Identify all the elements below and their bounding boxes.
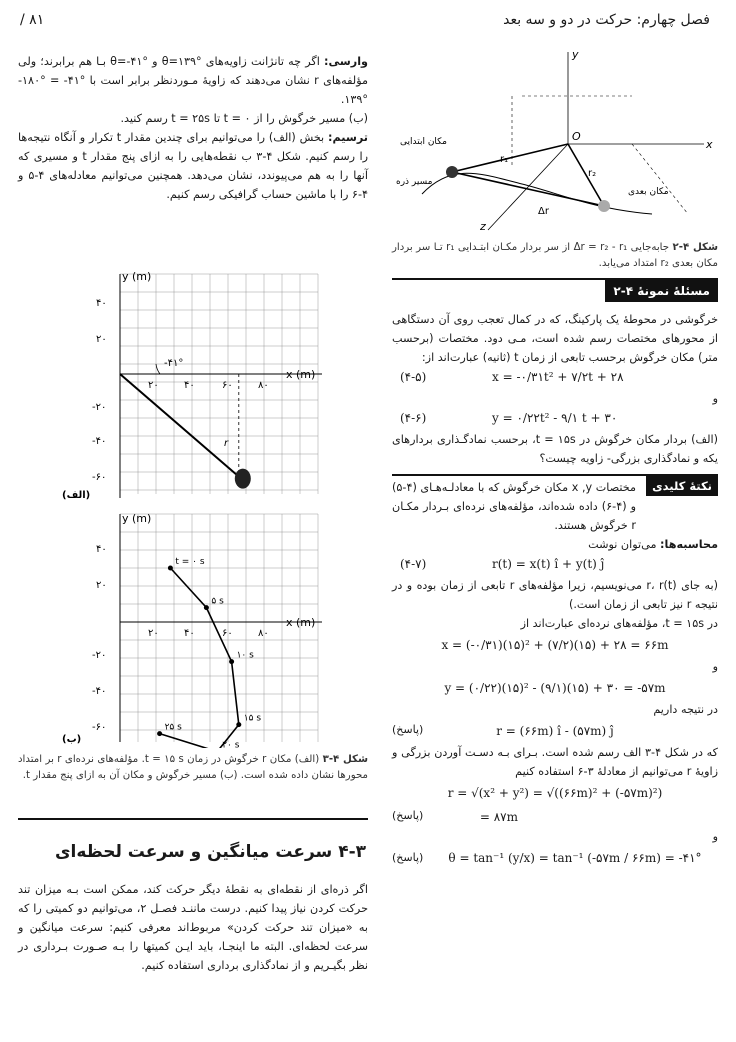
check-text: اگر چه تانژانت زاویه‌های °۱۳۹=θ و °۴۱-=θ بـا هم برابرند؛ ولی مؤلفه‌های r نشان می‌دهند که زاویهٔ مـوردنظر برابر است با °۴۱- = °۱۸۰- °۱۳۹. xyxy=(18,55,368,106)
x-tick: ۸۰ xyxy=(258,380,269,391)
magnitude-result-row xyxy=(392,805,718,827)
problem-text: خرگوشی در محوطهٔ یک پارکینگ، که در کمال تعجب روی آن دستگاهی از محورهای مختصات رسم شده است، مـی دود. مختصات (برحسب متر) مکان خرگوش برحسب تابعی از زمان t (ثانیه) عبارت‌اند از: xyxy=(392,313,718,364)
section-text-block xyxy=(18,880,368,975)
problem-question: (الف) بردار مکان خرگوش در t = ۱۵s، برحسب نمادگـذاری بردارهای یکه و نمادگذاری بزرگی- زاویه چیست؟ xyxy=(392,433,718,465)
y-tick: -۴۰ xyxy=(92,686,107,697)
key-idea-text: مختصات x ,y مکان خرگوش که با معادلـه‌هـای (۴-۵) و (۴-۶) داده شده‌اند، مؤلفه‌های نرده‌ای بـردار مکـان r خرگوش هستند. xyxy=(392,481,636,532)
fig3-caption xyxy=(18,752,368,784)
calc-lead: محاسبه‌ها: xyxy=(660,538,718,551)
answer-tag: (پاسخ) xyxy=(392,723,424,736)
y-calc: y = (۰/۲۲)(۱۵)² - (۹/۱)(۱۵) + ۳۰ = -۵۷m xyxy=(444,681,666,695)
y-tick: ۲۰ xyxy=(96,580,107,591)
draw-paragraph xyxy=(18,128,368,204)
initial-particle xyxy=(446,166,458,178)
x-tick: ۸۰ xyxy=(258,628,269,639)
fig2-caption-lead: شکل ۴-۲ xyxy=(672,242,718,253)
graph-a xyxy=(60,268,360,504)
section-divider xyxy=(18,818,368,820)
fig3-caption-lead: شکل ۴-۳ xyxy=(322,754,368,765)
trajectory-point xyxy=(168,566,173,571)
key-idea-banner xyxy=(392,474,718,498)
y-label: y xyxy=(572,48,579,61)
x-tick: ۲۰ xyxy=(148,380,159,391)
r2-label: r₂ xyxy=(588,168,597,179)
calc-line xyxy=(392,535,718,554)
y-tick: ۴۰ xyxy=(96,298,107,309)
point-label: ۲۵ s xyxy=(164,722,182,733)
final-position-label: مکان بعدی xyxy=(628,187,669,197)
result-intro: در نتیجه داریم xyxy=(653,703,718,716)
and-text: و xyxy=(712,830,718,843)
page-number: ۸۱ / xyxy=(20,12,45,28)
r2-vector xyxy=(568,144,604,206)
point-label: ۲۰ s xyxy=(222,740,240,748)
x-tick: ۴۰ xyxy=(184,380,195,391)
magnitude-intro: که در شکل ۴-۳ الف رسم شده است. بـرای بـه دسـت آوردن بزرگی و زاویهٔ r می‌توانیم از معادلهٔ ۳-۶ استفاده کنیم xyxy=(392,746,718,778)
page-header xyxy=(20,10,710,36)
check-paragraph xyxy=(18,52,368,109)
x-label: x xyxy=(706,138,713,151)
section-text: اگر ذره‌ای از نقطه‌ای به نقطهٔ دیگر حرکت کند، ممکن است بـه میزان تند حرکت کردن نیاز پیدا کنیم. درست ماننـد فصـل ۲، می‌توانیم دو کمیتی را که به «میزان تند حرکت کردن» مربوط‌اند معرفی کنیم: سرعت میانگین و سرعت لحظه‌ای. البته ما اینجـا، باید ایـن کمیتها را بـه صـورت بـرداری در نظر بگیـریم و از نمادگذاری برداری استفاده کنیم. xyxy=(18,883,368,972)
y-tick: -۶۰ xyxy=(92,472,107,483)
y-tick: -۴۰ xyxy=(92,436,107,447)
x-tick: ۴۰ xyxy=(184,628,195,639)
rabbit-icon xyxy=(235,469,251,489)
eq7-body: r(t) = x(t) î + y(t) ĵ xyxy=(492,557,605,571)
theta-eq: θ = tan⁻¹ (y/x) = tan⁻¹ (-۵۷m / ۶۶m) = -۴۱° xyxy=(448,851,702,865)
fig3-caption-text: (الف) مکان r خرگوش در زمان t = ۱۵ s. مؤلفه‌های نرده‌ای r بر امتداد محورها نشان داده شده است. (ب) مسیر خرگوش و مکان آن به ازای پنج مقدار t. xyxy=(18,754,368,781)
draw-lead: ترسیم: xyxy=(328,131,368,144)
angle-arc xyxy=(156,364,160,374)
delta-r-label: Δr xyxy=(538,206,549,217)
y-tick: -۲۰ xyxy=(92,650,107,661)
magnitude-result: = ۸۷m xyxy=(479,810,518,824)
x-tick-labels xyxy=(148,380,269,391)
eq6-number: (۴-۶) xyxy=(400,411,427,425)
initial-position-label: مکان ابتدایی xyxy=(400,137,447,147)
r-result: r = (۶۶m) î - (۵۷m) ĵ xyxy=(496,724,614,738)
r-result-row xyxy=(392,719,718,743)
equation-4-5 xyxy=(392,367,718,389)
and-text: و xyxy=(712,660,718,673)
x-calc: x = (-۰/۳۱)(۱۵)² + (۷/۲)(۱۵) + ۲۸ = ۶۶m xyxy=(441,638,669,652)
final-particle xyxy=(598,200,610,212)
y-tick: ۲۰ xyxy=(96,334,107,345)
x-tick-labels xyxy=(148,628,269,639)
y-tick: ۴۰ xyxy=(96,544,107,555)
fig2-caption xyxy=(392,240,718,272)
y-tick-labels xyxy=(92,298,107,483)
origin-label: O xyxy=(572,130,581,143)
x-tick: ۶۰ xyxy=(222,628,233,639)
eq7-number: (۴-۷) xyxy=(400,557,427,571)
point-label: ۱۰ s xyxy=(236,650,254,661)
eq5-number: (۴-۵) xyxy=(400,370,427,384)
point-label: ۱۵ s xyxy=(243,713,262,724)
r1-vector xyxy=(452,144,568,172)
magnitude-eq: r = √(x² + y²) = √((۶۶m)² + (-۵۷m)²) xyxy=(447,786,663,800)
eq5-body: x = -۰/۳۱t² + ۷/۲t + ۲۸ xyxy=(492,370,624,384)
panel-label: (الف) xyxy=(62,490,91,501)
answer-tag: (پاسخ) xyxy=(392,809,424,822)
t15-text: در t = ۱۵s، مؤلفه‌های نرده‌ای عبارت‌اند از xyxy=(520,617,718,630)
equation-4-7 xyxy=(392,554,718,576)
angle-label: -۴۱° xyxy=(164,358,184,369)
answer-tag: (پاسخ) xyxy=(392,851,424,864)
x-tick: ۲۰ xyxy=(148,628,159,639)
graph-b xyxy=(60,508,360,748)
y-tick: -۶۰ xyxy=(92,722,107,733)
x-axis-label: x (m) xyxy=(286,368,316,381)
trajectory-point xyxy=(236,722,241,727)
r1-label: r₁ xyxy=(500,154,509,165)
vector-label: r xyxy=(224,438,229,449)
eq6-body: y = ۰/۲۲t² - ۹/۱ t + ۳۰ xyxy=(492,411,618,425)
left-column xyxy=(18,52,368,204)
trajectory-point xyxy=(229,659,234,664)
equation-4-6 xyxy=(392,408,718,430)
path-label: مسیر ذره xyxy=(396,177,433,187)
point-label: ۵ s xyxy=(211,596,224,607)
section-title: ۴-۳ سرعت میانگین و سرعت لحظه‌ای xyxy=(54,842,366,862)
part-b-question: (ب) مسیر خرگوش را از t = ۰ تا t = ۲۵s رسم کنید. xyxy=(120,112,368,125)
check-lead: وارسی: xyxy=(323,55,368,68)
draw-text: بخش (الف) را می‌توانیم برای چندین مقدار t تکرار و آنگاه نتیجه‌ها را رسم کنیم. شکل ۴-۳ ب نقطه‌هایی را به ازای پنج مقدار t و مسیری که آنها را به هم می‌پیوندد، نشان می‌دهد. همچنین می‌توانیم معادله‌های ۴-۵ و ۴-۶ را با ماشین حساب گرافیکی رسم کنیم. xyxy=(18,131,368,201)
y-axis-label: y (m) xyxy=(122,512,152,525)
after-eq7-text: (به جای r، r(t) می‌نویسیم، زیرا مؤلفه‌های r تابعی از زمان بوده و در نتیجه r نیز تابعی از زمان است.) xyxy=(392,579,719,611)
sample-problem-banner xyxy=(392,278,718,304)
x-axis-label: x (m) xyxy=(286,616,316,629)
theta-row xyxy=(392,846,718,872)
calc-text: می‌توان نوشت xyxy=(588,538,657,551)
chapter-title: فصل چهارم: حرکت در دو و سه بعد xyxy=(503,12,710,28)
right-column xyxy=(392,240,718,872)
panel-label: (ب) xyxy=(62,734,82,745)
and-text: و xyxy=(712,392,718,405)
x-tick: ۶۰ xyxy=(222,380,233,391)
fig2-caption-text: جابه‌جایی Δr = r₂ - r₁ از سر بردار مکـان ابتـدایی r₁ تـا سر بردار مکان بعدی r₂ امتداد می‌یابد. xyxy=(392,242,718,269)
sample-problem-title: مسئلهٔ نمونهٔ ۴-۲ xyxy=(605,280,718,302)
key-idea-title: نکتهٔ کلیدی xyxy=(646,476,718,496)
guide-line xyxy=(632,144,688,214)
trajectory-point xyxy=(157,731,162,736)
y-axis-label: y (m) xyxy=(122,270,152,283)
particle-path xyxy=(422,173,652,214)
trajectory-points xyxy=(157,557,261,748)
trajectory-point xyxy=(204,605,209,610)
z-label: z xyxy=(480,220,486,233)
y-tick: -۲۰ xyxy=(92,402,107,413)
y-tick-labels xyxy=(92,544,107,733)
point-label: t = ۰ s xyxy=(175,557,205,567)
fig2-diagram xyxy=(392,44,718,234)
